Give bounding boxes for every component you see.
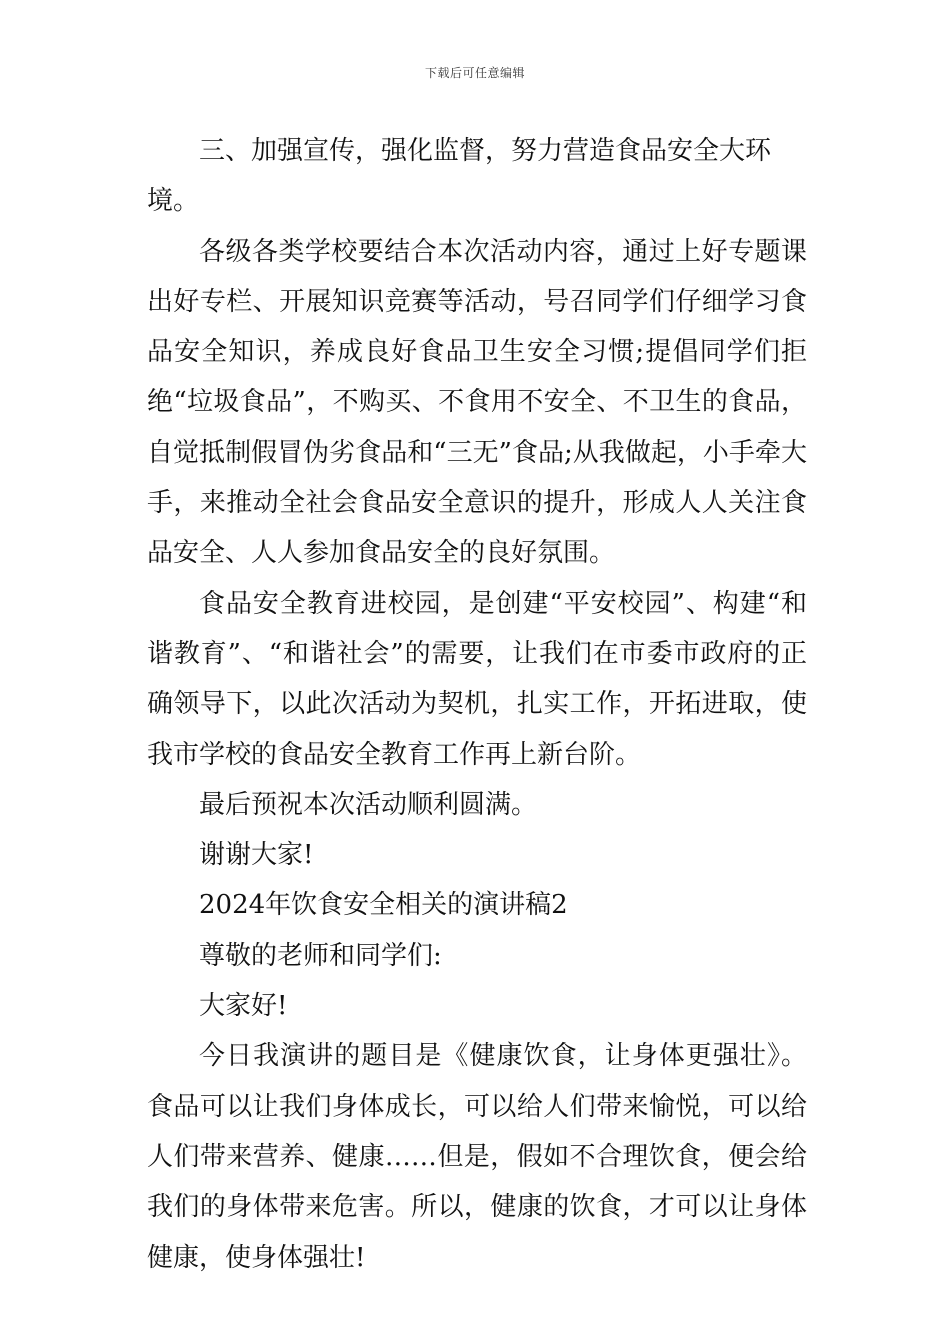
- speech-two-title: 2024年饮食安全相关的演讲稿2: [199, 890, 568, 921]
- paragraph-closing-wish: 最后预祝本次活动顺利圆满。: [199, 789, 538, 820]
- page-header-note: 下载后可任意编辑: [424, 66, 525, 80]
- paragraph-thanks: 谢谢大家!: [199, 840, 314, 871]
- document-body: [147, 126, 807, 1283]
- speech-two-salutation: 尊敬的老师和同学们:: [199, 940, 442, 971]
- paragraph-section-three-heading: 三、加强宣传，强化监督，努力营造食品安全大环境。: [147, 136, 772, 217]
- paragraph-food-safety-campus: 食品安全教育进校园，是创建“平安校园”、构建“和谐教育”、“和谐社会”的需要，让我们在市委市政府的正确领导下，以此次活动为契机，扎实工作，开拓进取，使我市学校的食品安全教育工作再上新台阶。: [147, 588, 807, 770]
- paragraph-school-activities: 各级各类学校要结合本次活动内容，通过上好专题课出好专栏、开展知识竞赛等活动，号召同学们仔细学习食品安全知识，养成良好食品卫生安全习惯;提倡同学们拒绝“垃圾食品”，不购买、不食用不安全、不卫生的食品，自觉抵制假冒伪劣食品和“三无”食品;从我做起，小手牵大手，来推动全社会食品安全意识的提升，形成人人关注食品安全、人人参加食品安全的良好氛围。: [147, 236, 807, 569]
- speech-two-body: 今日我演讲的题目是《健康饮食，让身体更强壮》。食品可以让我们身体成长，可以给人们带来愉悦，可以给人们带来营养、健康……但是，假如不合理饮食，便会给我们的身体带来危害。所以，健康的饮食，才可以让身体健康，使身体强壮!: [147, 1041, 807, 1273]
- speech-two-greeting: 大家好!: [199, 991, 288, 1022]
